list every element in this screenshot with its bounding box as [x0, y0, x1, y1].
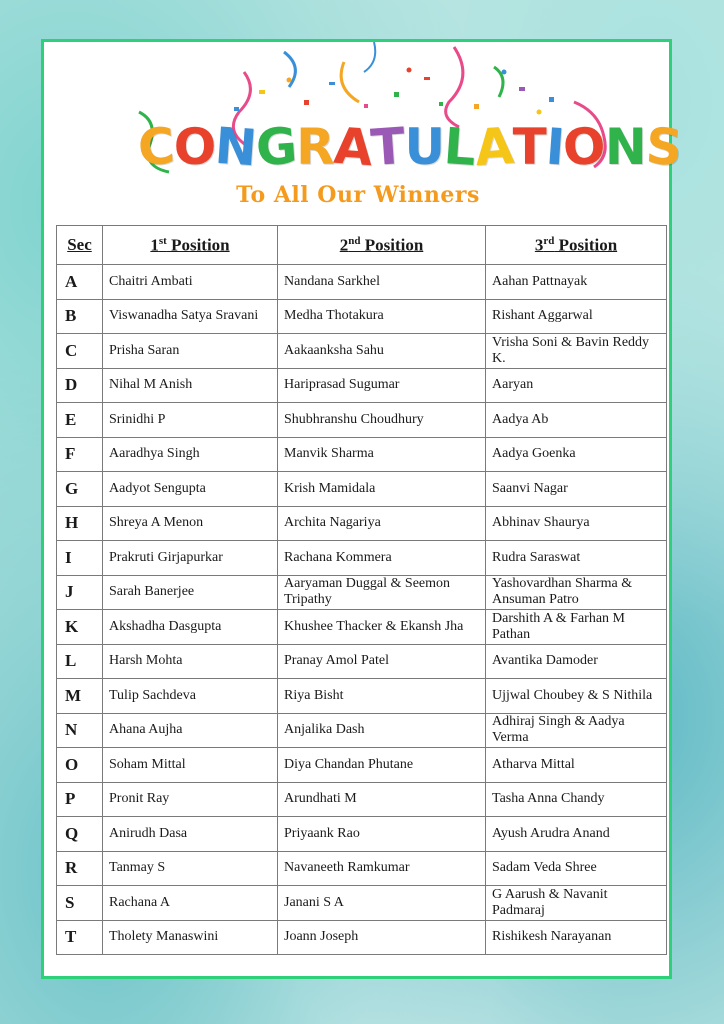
cell-sec: B [57, 299, 103, 334]
cell-first-position: Rachana A [103, 886, 278, 921]
title-letter: S [643, 116, 683, 178]
title-letter: I [543, 117, 566, 177]
title-letter: A [472, 116, 515, 178]
cell-first-position: Shreya A Menon [103, 506, 278, 541]
cell-first-position: Anirudh Dasa [103, 817, 278, 852]
cell-sec: M [57, 679, 103, 714]
cell-second-position: Aakaanksha Sahu [278, 334, 486, 369]
cell-third-position: Rudra Saraswat [486, 541, 667, 576]
title-letter: L [442, 116, 477, 178]
table-row [57, 920, 667, 955]
cell-third-position: Rishant Aggarwal [486, 299, 667, 334]
cell-third-position: Atharva Mittal [486, 748, 667, 783]
cell-second-position: Khushee Thacker & Ekansh Jha [278, 610, 486, 645]
title-letter: N [604, 118, 646, 176]
header-third-position [486, 226, 667, 265]
cell-second-position: Archita Nagariya [278, 506, 486, 541]
cell-sec: F [57, 437, 103, 472]
winners-subtitle: To All Our Winners [236, 182, 480, 208]
cell-third-position: Saanvi Nagar [486, 472, 667, 507]
cell-first-position: Nihal M Anish [103, 368, 278, 403]
cell-sec: E [57, 403, 103, 438]
table-row [57, 851, 667, 886]
header-second-num: 2 [339, 235, 349, 255]
title-letter: T [369, 116, 407, 178]
cell-second-position: Diya Chandan Phutane [278, 748, 486, 783]
title-letter: A [331, 116, 374, 178]
cell-third-position: Aadya Ab [486, 403, 667, 438]
cell-sec: I [57, 541, 103, 576]
table-header-row [57, 226, 667, 265]
cell-third-position: Avantika Damoder [486, 644, 667, 679]
cell-sec: Q [57, 817, 103, 852]
table-row [57, 265, 667, 300]
cell-third-position: Aadya Goenka [486, 437, 667, 472]
cell-sec: S [57, 886, 103, 921]
table-row [57, 817, 667, 852]
cell-first-position: Sarah Banerjee [103, 575, 278, 610]
title-letter: G [254, 116, 299, 178]
cell-first-position: Soham Mittal [103, 748, 278, 783]
table-row [57, 403, 667, 438]
cell-sec: N [57, 713, 103, 748]
cell-first-position: Ahana Aujha [103, 713, 278, 748]
cell-second-position: Medha Thotakura [278, 299, 486, 334]
cell-first-position: Viswanadha Satya Sravani [103, 299, 278, 334]
header-first-position [103, 226, 278, 265]
cell-third-position: Yashovardhan Sharma & Ansuman Patro [486, 575, 667, 610]
congratulations-title [136, 112, 683, 182]
cell-first-position: Tanmay S [103, 851, 278, 886]
table-row [57, 506, 667, 541]
cell-first-position: Harsh Mohta [103, 644, 278, 679]
cell-sec: P [57, 782, 103, 817]
table-row [57, 472, 667, 507]
cell-second-position: Navaneeth Ramkumar [278, 851, 486, 886]
winners-table [56, 225, 667, 955]
congratulations-banner [44, 42, 683, 222]
cell-first-position: Prakruti Girjapurkar [103, 541, 278, 576]
header-first-sup: st [158, 234, 167, 247]
header-third-num: 3 [534, 235, 544, 255]
cell-second-position: Nandana Sarkhel [278, 265, 486, 300]
header-second-position [278, 226, 486, 265]
cell-third-position: Sadam Veda Shree [486, 851, 667, 886]
header-second-sup: nd [348, 234, 361, 247]
cell-first-position: Srinidhi P [103, 403, 278, 438]
cell-second-position: Pranay Amol Patel [278, 644, 486, 679]
table-row [57, 541, 667, 576]
cell-first-position: Akshadha Dasgupta [103, 610, 278, 645]
cell-second-position: Manvik Sharma [278, 437, 486, 472]
cell-first-position: Chaitri Ambati [103, 265, 278, 300]
cell-sec: G [57, 472, 103, 507]
table-row [57, 437, 667, 472]
title-letter: N [213, 116, 259, 178]
cell-sec: R [57, 851, 103, 886]
cell-sec: L [57, 644, 103, 679]
cell-second-position: Riya Bisht [278, 679, 486, 714]
table-row [57, 886, 667, 921]
cell-first-position: Aaradhya Singh [103, 437, 278, 472]
cell-second-position: Joann Joseph [278, 920, 486, 955]
cell-third-position: Aahan Pattnayak [486, 265, 667, 300]
cell-first-position: Prisha Saran [103, 334, 278, 369]
cell-sec: O [57, 748, 103, 783]
cell-third-position: Ujjwal Choubey & S Nithila [486, 679, 667, 714]
table-row [57, 575, 667, 610]
table-row [57, 299, 667, 334]
cell-third-position: Vrisha Soni & Bavin Reddy K. [486, 334, 667, 369]
cell-second-position: Janani S A [278, 886, 486, 921]
title-letter: O [173, 118, 216, 176]
title-letter: O [561, 116, 607, 178]
title-letter: R [296, 118, 334, 176]
winners-card [41, 39, 683, 979]
cell-first-position: Aadyot Sengupta [103, 472, 278, 507]
cell-third-position: Darshith A & Farhan M Pathan [486, 610, 667, 645]
cell-second-position: Shubhranshu Choudhury [278, 403, 486, 438]
title-letter: C [136, 116, 176, 178]
cell-third-position: Adhiraj Singh & Aadya Verma [486, 713, 667, 748]
table-row [57, 748, 667, 783]
header-third-sup: rd [543, 234, 555, 247]
table-row [57, 334, 667, 369]
cell-sec: J [57, 575, 103, 610]
cell-third-position: Tasha Anna Chandy [486, 782, 667, 817]
table-row [57, 610, 667, 645]
cell-third-position: Rishikesh Narayanan [486, 920, 667, 955]
cell-second-position: Priyaank Rao [278, 817, 486, 852]
cell-first-position: Tholety Manaswini [103, 920, 278, 955]
cell-first-position: Pronit Ray [103, 782, 278, 817]
header-sec: Sec [57, 226, 103, 265]
header-first-text: Position [166, 235, 230, 255]
cell-second-position: Arundhati M [278, 782, 486, 817]
cell-sec: H [57, 506, 103, 541]
table-row [57, 368, 667, 403]
cell-second-position: Hariprasad Sugumar [278, 368, 486, 403]
cell-second-position: Aaryaman Duggal & Seemon Tripathy [278, 575, 486, 610]
table-row [57, 713, 667, 748]
table-row [57, 679, 667, 714]
title-letter: U [404, 118, 445, 176]
header-first-num: 1 [150, 235, 159, 255]
cell-third-position: Aaryan [486, 368, 667, 403]
cell-second-position: Rachana Kommera [278, 541, 486, 576]
table-row [57, 644, 667, 679]
cell-second-position: Anjalika Dash [278, 713, 486, 748]
cell-sec: K [57, 610, 103, 645]
cell-first-position: Tulip Sachdeva [103, 679, 278, 714]
cell-second-position: Krish Mamidala [278, 472, 486, 507]
cell-third-position: G Aarush & Navanit Padmaraj [486, 886, 667, 921]
cell-sec: C [57, 334, 103, 369]
cell-third-position: Abhinav Shaurya [486, 506, 667, 541]
table-row [57, 782, 667, 817]
header-third-text: Position [554, 235, 618, 255]
header-second-text: Position [360, 235, 424, 255]
cell-sec: D [57, 368, 103, 403]
cell-third-position: Ayush Arudra Anand [486, 817, 667, 852]
cell-sec: T [57, 920, 103, 955]
title-letter: T [512, 118, 546, 176]
cell-sec: A [57, 265, 103, 300]
